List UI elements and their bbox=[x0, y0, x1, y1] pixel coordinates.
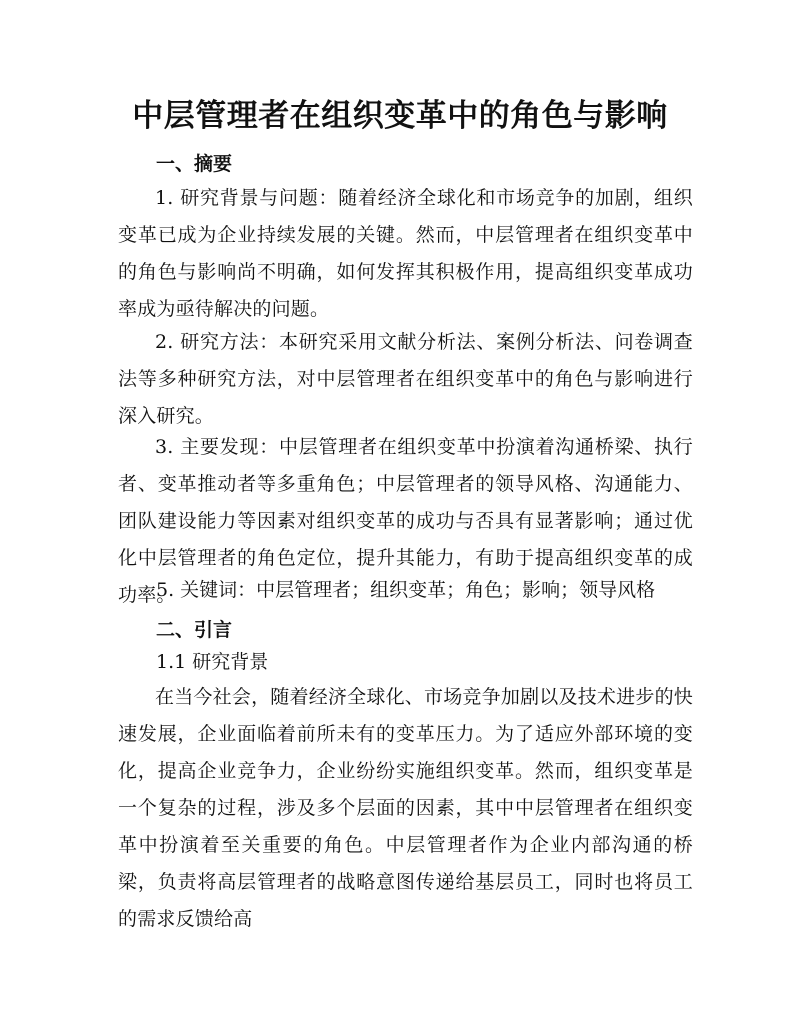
abstract-paragraph-background: 1. 研究背景与问题：随着经济全球化和市场竞争的加剧，组织变革已成为企业持续发展的关键。然而，中层管理者在组织变革中的角色与影响尚不明确，如何发挥其积极作用，提高组织变革成功率成为亟待解决的问题。 bbox=[118, 187, 693, 320]
abstract-keywords: 5. 关键词：中层管理者；组织变革；角色；影响；领导风格 bbox=[156, 579, 656, 601]
section-heading-introduction: 二、引言 bbox=[156, 619, 233, 641]
document-title: 中层管理者在组织变革中的角色与影响 bbox=[132, 98, 668, 134]
introduction-paragraph: 在当今社会，随着经济全球化、市场竞争加剧以及技术进步的快速发展，企业面临着前所未有的变革压力。为了适应外部环境的变化，提高企业竞争力，企业纷纷实施组织变革。然而，组织变革是一个复杂的过程，涉及多个层面的因素，其中中层管理者在组织变革中扮演着至关重要的角色。中层管理者作为企业内部沟通的桥梁，负责将高层管理者的战略意图传递给基层员工，同时也将员工的需求反馈给高 bbox=[118, 686, 693, 930]
abstract-paragraph-method: 2. 研究方法：本研究采用文献分析法、案例分析法、问卷调查法等多种研究方法，对中层管理者在组织变革中的角色与影响进行深入研究。 bbox=[118, 331, 693, 427]
subsection-heading-background: 1.1 研究背景 bbox=[156, 651, 269, 673]
abstract-paragraph-findings: 3. 主要发现：中层管理者在组织变革中扮演着沟通桥梁、执行者、变革推动者等多重角色；中层管理者的领导风格、沟通能力、团队建设能力等因素对组织变革的成功与否具有显著影响；通过优化中层管理者的角色定位，提升其能力，有助于提高组织变革的成功率。 bbox=[118, 436, 693, 606]
section-heading-abstract: 一、摘要 bbox=[156, 153, 233, 175]
